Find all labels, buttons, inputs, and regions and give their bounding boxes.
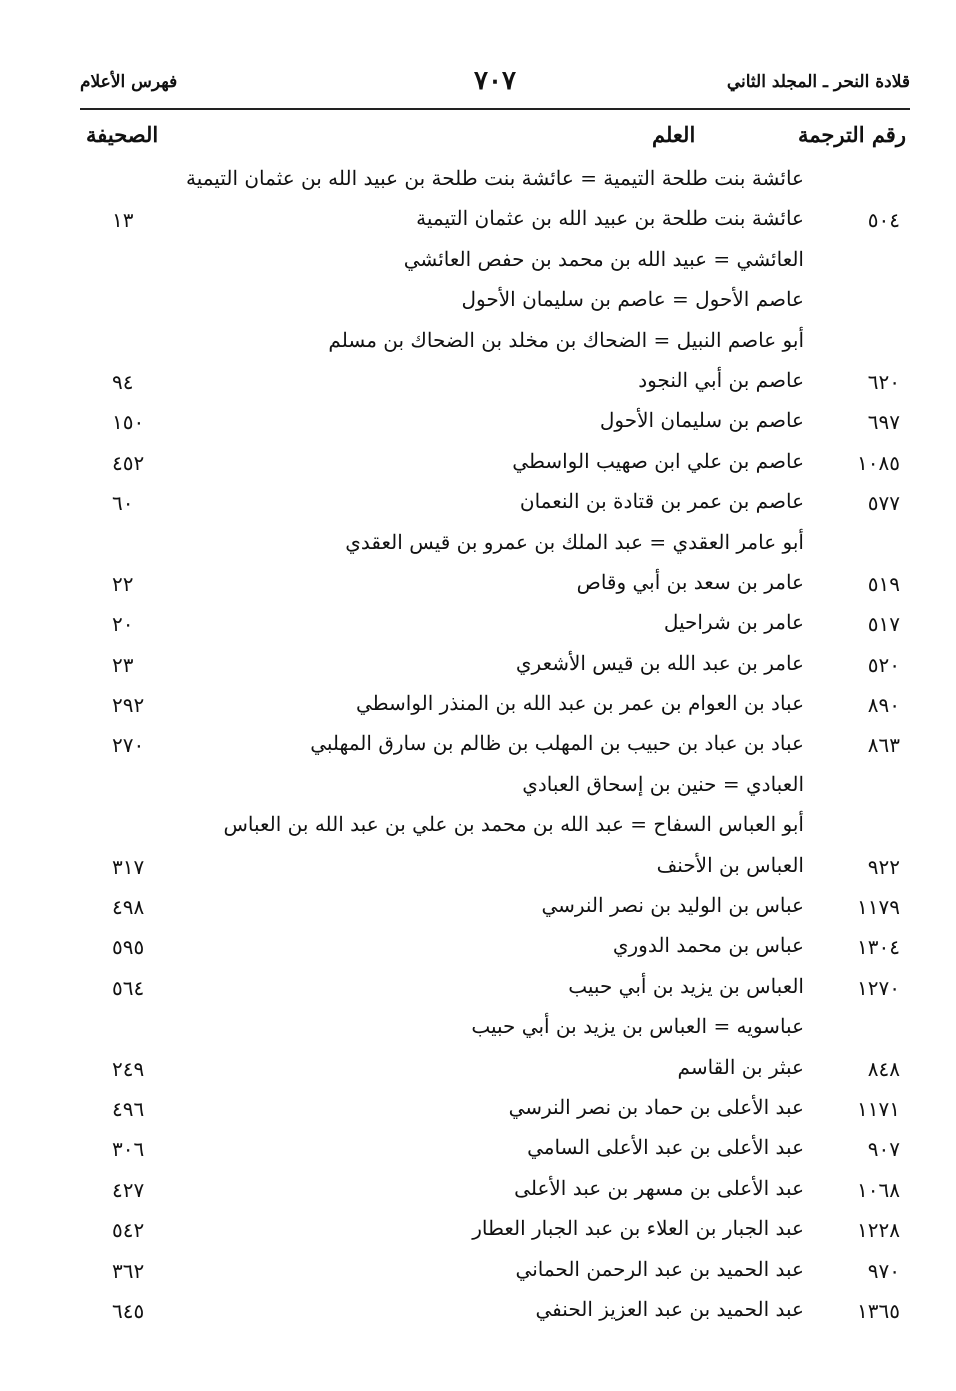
index-entry [0, 887, 956, 927]
index-entry [0, 806, 956, 846]
index-entry [0, 402, 956, 442]
index-entry [0, 200, 956, 240]
entry-number: ٦٩٧ [867, 410, 900, 435]
entry-page: ٣٠٦ [112, 1137, 145, 1162]
entry-number: ١٠٨٥ [857, 450, 900, 475]
entry-page: ٢٠ [112, 612, 134, 637]
entry-name: عبد الجبار بن العلاء بن عبد الجبار العطار [472, 1216, 804, 1241]
entry-number: ٩٢٢ [867, 854, 900, 879]
entry-page: ٢٢ [112, 571, 134, 596]
entry-name: عبد الأعلى بن عبد الأعلى السامي [527, 1135, 804, 1160]
entry-number: ٨٤٨ [867, 1056, 900, 1081]
entry-number: ١٣٠٤ [857, 935, 900, 960]
entry-name: العائشي = عبيد الله بن محمد بن حفص العائشي [403, 246, 804, 271]
index-entry [0, 483, 956, 523]
entry-page: ٢٤٩ [112, 1056, 145, 1081]
entry-name: عامر بن عبد الله بن قيس الأشعري [515, 650, 804, 675]
entry-page: ٢٧٠ [112, 733, 145, 758]
entry-name: عاصم بن أبي النجود [638, 367, 804, 392]
entry-name: أبو عامر العقدي = عبد الملك بن عمرو بن قيس العقدي [345, 529, 804, 554]
header-rule [80, 108, 910, 110]
index-entry [0, 645, 956, 685]
index-entry [0, 1291, 956, 1331]
entry-number: ١٣٦٥ [857, 1298, 900, 1323]
entry-name: عباد بن العوام بن عمر بن عبد الله بن المنذر الواسطي [355, 691, 804, 716]
entry-page: ٤٢٧ [112, 1177, 145, 1202]
entry-number: ٦٢٠ [867, 369, 900, 394]
entry-name: العبادي = حنين بن إسحاق العبادي [522, 771, 804, 796]
entry-page: ١٥٠ [112, 410, 145, 435]
entry-number: ٥٧٧ [867, 491, 900, 516]
column-header-name: العلم [652, 122, 696, 147]
entry-number: ١١٧١ [857, 1096, 900, 1121]
entry-name: عباس بن الوليد بن نصر النرسي [541, 893, 804, 918]
entry-page: ٥٤٢ [112, 1218, 145, 1243]
entry-page: ٤٥٢ [112, 450, 145, 475]
entry-number: ٩٧٠ [867, 1258, 900, 1283]
entry-number: ٥٢٠ [867, 652, 900, 677]
entry-number: ٨٩٠ [867, 693, 900, 718]
entry-name: عباسويه = العباس بن يزيد بن أبي حبيب [471, 1014, 804, 1039]
entry-page: ٣١٧ [112, 854, 145, 879]
index-entry [0, 160, 956, 200]
index-entries [0, 160, 956, 1331]
entry-page: ٤٩٦ [112, 1096, 145, 1121]
entry-name: عامر بن شراحيل [663, 610, 804, 635]
entry-page: ٣٦٢ [112, 1258, 145, 1283]
entry-name: عائشة بنت طلحة بن عبيد الله بن عثمان التيمية [416, 206, 804, 231]
entry-name: عبثر بن القاسم [677, 1054, 804, 1079]
index-entry [0, 847, 956, 887]
entry-page: ٦٠ [112, 491, 134, 516]
entry-number: ٥٠٤ [867, 208, 900, 233]
entry-page: ١٣ [112, 208, 134, 233]
index-entry [0, 927, 956, 967]
index-entry [0, 443, 956, 483]
index-entry [0, 362, 956, 402]
entry-page: ٢٩٢ [112, 693, 145, 718]
entry-name: عاصم بن عمر بن قتادة بن النعمان [519, 489, 804, 514]
entry-number: ٨٦٣ [867, 733, 900, 758]
entry-name: عاصم بن سليمان الأحول [599, 408, 804, 433]
index-entry [0, 968, 956, 1008]
index-entry [0, 241, 956, 281]
entry-name: العباس بن الأحنف [656, 852, 804, 877]
entry-number: ٥١٩ [867, 571, 900, 596]
index-entry [0, 604, 956, 644]
column-header-page: الصحيفة [86, 122, 159, 147]
entry-number: ١٢٢٨ [857, 1218, 900, 1243]
index-entry [0, 1089, 956, 1129]
section-title: فهرس الأعلام [80, 72, 178, 92]
index-entry [0, 685, 956, 725]
entry-number: ٩٠٧ [867, 1137, 900, 1162]
entry-number: ٥١٧ [867, 612, 900, 637]
entry-name: العباس بن يزيد بن أبي حبيب [568, 973, 804, 998]
index-entry [0, 1210, 956, 1250]
index-entry [0, 564, 956, 604]
entry-number: ١١٧٩ [857, 895, 900, 920]
entry-name: عبد الحميد بن عبد الرحمن الحماني [515, 1256, 804, 1281]
entry-number: ١٢٧٠ [857, 975, 900, 1000]
entry-name: أبو عاصم النبيل = الضحاك بن مخلد بن الضحاك بن مسلم [328, 327, 804, 352]
index-entry [0, 1008, 956, 1048]
entry-name: عبد الحميد بن عبد العزيز الحنفي [535, 1296, 804, 1321]
entry-name: أبو العباس السفاح = عبد الله بن محمد بن علي بن عبد الله بن العباس [223, 812, 804, 837]
index-entry [0, 1170, 956, 1210]
entry-name: عاصم بن علي ابن صهيب الواسطي [512, 448, 804, 473]
running-header [80, 66, 910, 106]
index-entry [0, 1251, 956, 1291]
entry-page: ٤٩٨ [112, 895, 145, 920]
index-entry [0, 1129, 956, 1169]
entry-page: ٦٤٥ [112, 1298, 145, 1323]
entry-name: عبد الأعلى بن حماد بن نصر النرسي [508, 1094, 804, 1119]
page-number: ٧٠٧ [474, 66, 516, 96]
index-entry [0, 725, 956, 765]
index-entry [0, 766, 956, 806]
entry-name: عباس بن محمد الدوري [612, 933, 804, 958]
book-title: قلادة النحر ـ المجلد الثاني [726, 72, 910, 92]
index-entry [0, 281, 956, 321]
index-entry [0, 322, 956, 362]
entry-name: عائشة بنت طلحة التيمية = عائشة بنت طلحة بن عبيد الله بن عثمان التيمية [185, 166, 804, 190]
entry-name: عبد الأعلى بن مسهر بن عبد الأعلى [514, 1175, 804, 1200]
index-entry [0, 1049, 956, 1089]
entry-page: ٥٩٥ [112, 935, 145, 960]
entry-number: ١٠٦٨ [857, 1177, 900, 1202]
entry-page: ٩٤ [112, 369, 134, 394]
index-entry [0, 524, 956, 564]
entry-page: ٢٣ [112, 652, 134, 677]
column-header-number: رقم الترجمة [797, 122, 906, 147]
entry-name: عامر بن سعد بن أبي وقاص [576, 569, 804, 594]
entry-page: ٥٦٤ [112, 975, 145, 1000]
entry-name: عباد بن عباد بن حبيب بن المهلب بن ظالم بن سارق المهلبي [310, 731, 804, 756]
entry-name: عاصم الأحول = عاصم بن سليمان الأحول [461, 287, 804, 312]
